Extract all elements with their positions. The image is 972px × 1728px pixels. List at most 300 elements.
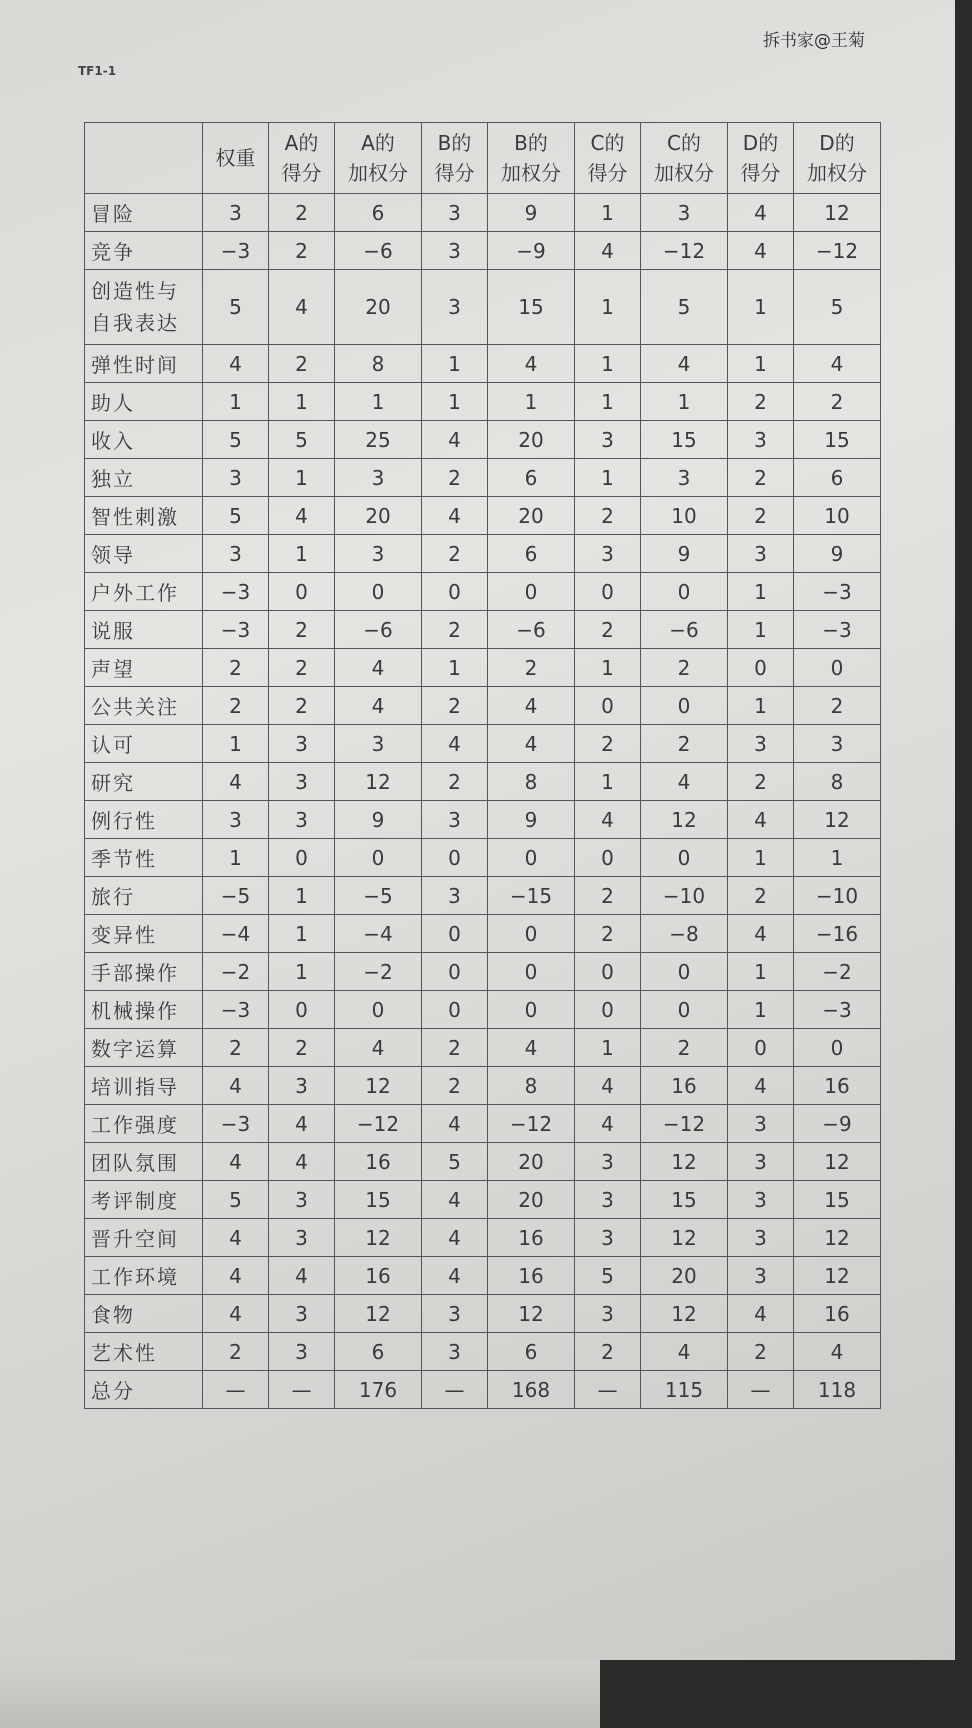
row-label: 领导 [85, 535, 203, 573]
table-cell: 2 [203, 1029, 269, 1067]
table-cell: 1 [575, 763, 641, 801]
column-header: C的 加权分 [641, 123, 728, 194]
table-cell: 1 [488, 383, 575, 421]
table-cell: 12 [335, 763, 422, 801]
table-cell: 8 [488, 1067, 575, 1105]
table-cell: 4 [203, 763, 269, 801]
table-cell: 10 [794, 497, 881, 535]
table-cell: 20 [488, 1143, 575, 1181]
table-cell: 4 [488, 725, 575, 763]
table-cell: 1 [728, 573, 794, 611]
row-label: 季节性 [85, 839, 203, 877]
table-cell: 4 [728, 194, 794, 232]
table-cell: 0 [488, 915, 575, 953]
table-cell: 0 [269, 573, 335, 611]
table-cell: 12 [488, 1295, 575, 1333]
table-cell: −2 [335, 953, 422, 991]
row-label: 机械操作 [85, 991, 203, 1029]
table-cell: 2 [269, 649, 335, 687]
table-cell: 2 [422, 535, 488, 573]
table-cell: 0 [269, 839, 335, 877]
row-label: 收入 [85, 421, 203, 459]
table-cell: 1 [575, 270, 641, 345]
table-cell: 168 [488, 1371, 575, 1409]
table-cell: −3 [794, 611, 881, 649]
table-cell: 12 [794, 801, 881, 839]
table-cell: 0 [422, 839, 488, 877]
table-cell: 4 [641, 763, 728, 801]
table-cell: 2 [203, 649, 269, 687]
table-cell: 16 [335, 1143, 422, 1181]
table-cell: 3 [794, 725, 881, 763]
table-cell: 1 [269, 953, 335, 991]
table-cell: 0 [794, 1029, 881, 1067]
table-cell: 8 [794, 763, 881, 801]
table-cell: 1 [422, 383, 488, 421]
row-label: 创造性与 自我表达 [85, 270, 203, 345]
table-cell: 3 [422, 270, 488, 345]
row-label: 工作强度 [85, 1105, 203, 1143]
table-cell: 1 [422, 649, 488, 687]
table-cell: 3 [575, 1295, 641, 1333]
table-cell: 16 [335, 1257, 422, 1295]
table-cell: 3 [422, 1295, 488, 1333]
table-cell: 0 [575, 953, 641, 991]
table-cell: 4 [203, 345, 269, 383]
table-cell: 9 [335, 801, 422, 839]
table-cell: 2 [422, 611, 488, 649]
column-header: A的 得分 [269, 123, 335, 194]
table-cell: 8 [488, 763, 575, 801]
document-code: TF1-1 [78, 64, 117, 78]
table-row [85, 801, 881, 839]
row-label: 助人 [85, 383, 203, 421]
row-label: 晋升空间 [85, 1219, 203, 1257]
table-row [85, 1333, 881, 1371]
table-cell: −3 [203, 611, 269, 649]
table-cell: 115 [641, 1371, 728, 1409]
row-label: 例行性 [85, 801, 203, 839]
table-cell: 1 [269, 877, 335, 915]
table-cell: −10 [794, 877, 881, 915]
table-cell: 2 [575, 877, 641, 915]
table-cell: 3 [641, 194, 728, 232]
table-cell: 1 [575, 649, 641, 687]
table-cell: 16 [794, 1067, 881, 1105]
column-header: B的 得分 [422, 123, 488, 194]
table-cell: 0 [488, 573, 575, 611]
table-cell: −6 [335, 232, 422, 270]
table-cell: 12 [641, 1219, 728, 1257]
table-cell: 2 [575, 915, 641, 953]
table-cell: 4 [269, 1257, 335, 1295]
table-cell: 3 [728, 1105, 794, 1143]
table-cell: 1 [575, 194, 641, 232]
table-cell: −8 [641, 915, 728, 953]
table-cell: 0 [488, 953, 575, 991]
table-cell: 4 [794, 1333, 881, 1371]
table-cell: 0 [422, 573, 488, 611]
table-row [85, 535, 881, 573]
table-cell: 3 [422, 801, 488, 839]
table-cell: 4 [575, 1067, 641, 1105]
table-cell: 1 [575, 345, 641, 383]
table-cell: 3 [269, 1181, 335, 1219]
table-cell: 4 [269, 1143, 335, 1181]
table-row [85, 611, 881, 649]
table-cell: 4 [422, 1219, 488, 1257]
table-cell: 20 [488, 1181, 575, 1219]
table-cell: 0 [641, 953, 728, 991]
table-cell: 2 [269, 345, 335, 383]
table-cell: 0 [575, 839, 641, 877]
row-label: 说服 [85, 611, 203, 649]
table-cell: 3 [728, 1219, 794, 1257]
table-cell: 2 [269, 611, 335, 649]
table-cell: 1 [728, 953, 794, 991]
column-header: D的 加权分 [794, 123, 881, 194]
table-header-row [85, 123, 881, 194]
table-row [85, 953, 881, 991]
table-cell: 0 [641, 839, 728, 877]
table-row [85, 1371, 881, 1409]
table-cell: 4 [488, 1029, 575, 1067]
table-cell: −10 [641, 877, 728, 915]
table-cell: 1 [422, 345, 488, 383]
table-cell: 2 [575, 725, 641, 763]
table-row [85, 991, 881, 1029]
table-cell: −3 [203, 232, 269, 270]
table-row [85, 383, 881, 421]
row-label: 工作环境 [85, 1257, 203, 1295]
table-cell: 9 [488, 801, 575, 839]
table-cell: 1 [269, 535, 335, 573]
table-cell: 2 [269, 194, 335, 232]
table-row [85, 232, 881, 270]
table-cell: 15 [641, 1181, 728, 1219]
table-cell: 3 [641, 459, 728, 497]
table-cell: — [728, 1371, 794, 1409]
table-cell: 4 [641, 345, 728, 383]
table-cell: 10 [641, 497, 728, 535]
paper-edge [0, 1660, 600, 1728]
table-cell: 1 [203, 725, 269, 763]
table-cell: 12 [641, 1143, 728, 1181]
table-cell: 4 [335, 687, 422, 725]
row-label: 户外工作 [85, 573, 203, 611]
table-cell: 1 [575, 383, 641, 421]
column-header: D的 得分 [728, 123, 794, 194]
table-row [85, 270, 881, 345]
table-cell: 1 [728, 991, 794, 1029]
table-cell: — [575, 1371, 641, 1409]
table-cell: 3 [203, 194, 269, 232]
table-cell: 3 [422, 194, 488, 232]
table-cell: 5 [203, 497, 269, 535]
table-cell: 1 [203, 839, 269, 877]
table-row [85, 1181, 881, 1219]
row-label: 食物 [85, 1295, 203, 1333]
table-cell: −2 [794, 953, 881, 991]
table-cell: 6 [488, 459, 575, 497]
table-cell: −4 [203, 915, 269, 953]
table-cell: 3 [269, 763, 335, 801]
table-cell: 3 [203, 459, 269, 497]
row-label: 总分 [85, 1371, 203, 1409]
table-cell: −15 [488, 877, 575, 915]
table-row [85, 1219, 881, 1257]
table-cell: 15 [335, 1181, 422, 1219]
table-row [85, 1257, 881, 1295]
table-cell: 1 [269, 383, 335, 421]
table-cell: 12 [335, 1067, 422, 1105]
table-cell: 0 [641, 573, 728, 611]
row-label: 认可 [85, 725, 203, 763]
table-cell: 3 [575, 1181, 641, 1219]
watermark: 拆书家@王菊 [763, 31, 865, 51]
score-table [84, 122, 881, 1409]
table-cell: −3 [794, 991, 881, 1029]
table-cell: 6 [335, 1333, 422, 1371]
table-cell: 0 [422, 991, 488, 1029]
table-cell: 12 [794, 194, 881, 232]
table-cell: 2 [794, 687, 881, 725]
table-row [85, 915, 881, 953]
row-label: 公共关注 [85, 687, 203, 725]
table-cell: 2 [422, 687, 488, 725]
table-cell: 3 [335, 459, 422, 497]
table-cell: 4 [422, 421, 488, 459]
table-cell: 1 [335, 383, 422, 421]
table-cell: 4 [422, 1105, 488, 1143]
table-cell: 4 [269, 497, 335, 535]
table-cell: −12 [641, 232, 728, 270]
table-cell: 3 [422, 877, 488, 915]
table-cell: 20 [335, 270, 422, 345]
table-cell: 1 [575, 1029, 641, 1067]
table-cell: 3 [728, 1143, 794, 1181]
row-label: 冒险 [85, 194, 203, 232]
table-cell: 4 [269, 1105, 335, 1143]
table-cell: −3 [203, 991, 269, 1029]
table-cell: 5 [203, 270, 269, 345]
table-cell: 2 [269, 687, 335, 725]
table-cell: 3 [728, 535, 794, 573]
table-cell: 176 [335, 1371, 422, 1409]
table-row [85, 421, 881, 459]
table-cell: 5 [203, 1181, 269, 1219]
table-row [85, 725, 881, 763]
table-cell: 3 [728, 421, 794, 459]
table-row [85, 877, 881, 915]
table-row [85, 839, 881, 877]
table-cell: 3 [269, 1333, 335, 1371]
row-label: 智性刺激 [85, 497, 203, 535]
table-cell: 0 [488, 991, 575, 1029]
row-label: 变异性 [85, 915, 203, 953]
table-cell: 3 [728, 725, 794, 763]
table-cell: 0 [269, 991, 335, 1029]
table-cell: 2 [641, 725, 728, 763]
table-cell: 4 [488, 687, 575, 725]
table-cell: 20 [641, 1257, 728, 1295]
table-cell: 3 [335, 535, 422, 573]
table-cell: 4 [203, 1067, 269, 1105]
table-cell: 3 [575, 535, 641, 573]
table-cell: 4 [335, 1029, 422, 1067]
table-cell: 3 [728, 1257, 794, 1295]
table-cell: 6 [488, 1333, 575, 1371]
table-row [85, 649, 881, 687]
table-cell: 16 [488, 1219, 575, 1257]
table-row [85, 573, 881, 611]
table-cell: 4 [728, 232, 794, 270]
table-cell: 6 [794, 459, 881, 497]
table-cell: −2 [203, 953, 269, 991]
table-cell: 4 [422, 725, 488, 763]
table-cell: −16 [794, 915, 881, 953]
table-cell: 4 [422, 1181, 488, 1219]
table-cell: 4 [575, 232, 641, 270]
table-cell: 2 [422, 763, 488, 801]
table-row [85, 497, 881, 535]
table-cell: 3 [728, 1181, 794, 1219]
row-label: 手部操作 [85, 953, 203, 991]
table-row [85, 1105, 881, 1143]
table-cell: 4 [422, 497, 488, 535]
row-label: 培训指导 [85, 1067, 203, 1105]
table-cell: 5 [422, 1143, 488, 1181]
table-cell: 1 [269, 915, 335, 953]
table-cell: 4 [203, 1219, 269, 1257]
table-cell: 12 [641, 801, 728, 839]
table-cell: 0 [422, 953, 488, 991]
table-cell: 0 [641, 687, 728, 725]
table-cell: 4 [641, 1333, 728, 1371]
table-cell: 12 [794, 1143, 881, 1181]
table-cell: 20 [488, 497, 575, 535]
table-cell: 5 [269, 421, 335, 459]
table-cell: 2 [728, 763, 794, 801]
table-cell: 3 [269, 1295, 335, 1333]
table-cell: 8 [335, 345, 422, 383]
table-cell: 2 [728, 383, 794, 421]
table-cell: 3 [422, 1333, 488, 1371]
table-row [85, 687, 881, 725]
table-cell: −6 [335, 611, 422, 649]
table-cell: 0 [422, 915, 488, 953]
table-cell: 3 [575, 421, 641, 459]
table-cell: 0 [575, 573, 641, 611]
table-cell: 12 [641, 1295, 728, 1333]
table-cell: 3 [203, 535, 269, 573]
table-row [85, 1067, 881, 1105]
table-row [85, 763, 881, 801]
table-cell: 20 [488, 421, 575, 459]
table-cell: 3 [203, 801, 269, 839]
table-cell: 1 [728, 345, 794, 383]
table-cell: 2 [641, 649, 728, 687]
table-cell: 3 [269, 1067, 335, 1105]
table-cell: −6 [641, 611, 728, 649]
table-cell: 4 [488, 345, 575, 383]
table-cell: 4 [335, 649, 422, 687]
table-cell: −9 [488, 232, 575, 270]
table-cell: 15 [641, 421, 728, 459]
table-cell: 2 [728, 497, 794, 535]
table-cell: 2 [575, 1333, 641, 1371]
row-label: 声望 [85, 649, 203, 687]
table-cell: 3 [335, 725, 422, 763]
table-cell: 2 [728, 459, 794, 497]
table-cell: 12 [794, 1219, 881, 1257]
table-cell: 4 [728, 1067, 794, 1105]
table-cell: 3 [422, 232, 488, 270]
table-cell: 4 [794, 345, 881, 383]
table-cell: −4 [335, 915, 422, 953]
table-cell: 0 [575, 687, 641, 725]
table-cell: −6 [488, 611, 575, 649]
table-cell: 1 [641, 383, 728, 421]
table-row [85, 345, 881, 383]
table-cell: −12 [488, 1105, 575, 1143]
row-label: 研究 [85, 763, 203, 801]
table-cell: 4 [203, 1143, 269, 1181]
row-label: 艺术性 [85, 1333, 203, 1371]
table-cell: 0 [794, 649, 881, 687]
table-cell: −12 [335, 1105, 422, 1143]
table-cell: −3 [203, 1105, 269, 1143]
table-cell: 5 [203, 421, 269, 459]
table-cell: 4 [575, 1105, 641, 1143]
row-label: 旅行 [85, 877, 203, 915]
table-cell: 3 [575, 1219, 641, 1257]
table-cell: — [203, 1371, 269, 1409]
table-cell: — [269, 1371, 335, 1409]
table-cell: 2 [269, 232, 335, 270]
table-cell: 0 [575, 991, 641, 1029]
table-cell: −12 [641, 1105, 728, 1143]
table-cell: 15 [794, 1181, 881, 1219]
table-cell: 1 [794, 839, 881, 877]
table-cell: 3 [269, 1219, 335, 1257]
table-cell: 118 [794, 1371, 881, 1409]
row-label: 独立 [85, 459, 203, 497]
table-cell: 3 [269, 725, 335, 763]
table-cell: 2 [641, 1029, 728, 1067]
table-cell: 12 [335, 1219, 422, 1257]
table-cell: 20 [335, 497, 422, 535]
table-cell: 5 [794, 270, 881, 345]
table-cell: 4 [422, 1257, 488, 1295]
table-cell: −12 [794, 232, 881, 270]
table-body [85, 194, 881, 1409]
table-cell: 1 [728, 611, 794, 649]
table-row [85, 459, 881, 497]
row-label: 团队氛围 [85, 1143, 203, 1181]
table-cell: 5 [641, 270, 728, 345]
table-cell: −5 [335, 877, 422, 915]
table-cell: 1 [269, 459, 335, 497]
table-cell: 2 [728, 877, 794, 915]
table-cell: −3 [794, 573, 881, 611]
column-header: A的 加权分 [335, 123, 422, 194]
table-cell: 4 [269, 270, 335, 345]
column-header [85, 123, 203, 194]
table-cell: −3 [203, 573, 269, 611]
table-cell: 0 [335, 573, 422, 611]
table-cell: 2 [728, 1333, 794, 1371]
